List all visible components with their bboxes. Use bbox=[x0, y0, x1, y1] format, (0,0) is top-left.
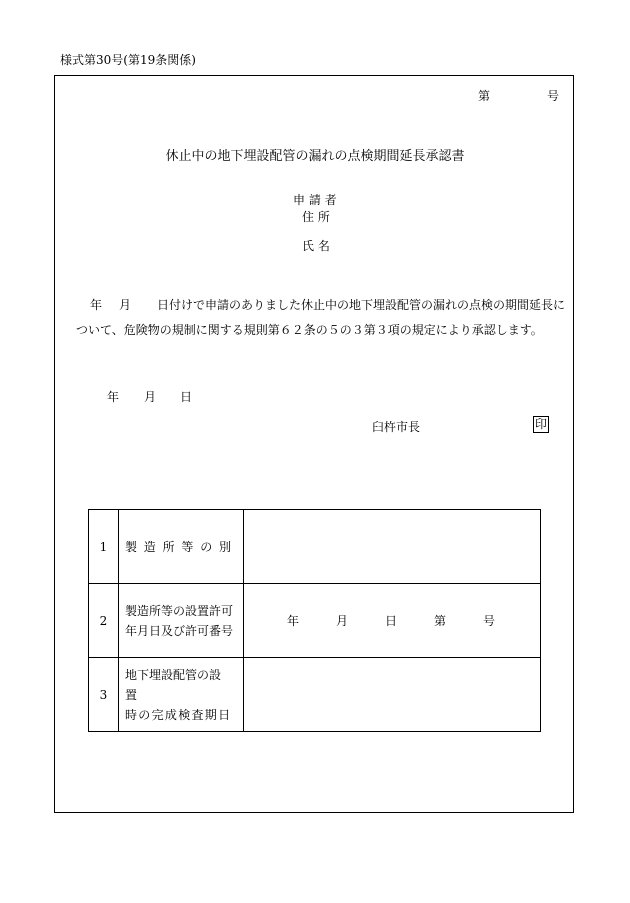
permit-no-suffix: 号 bbox=[482, 614, 495, 628]
row-number: 3 bbox=[89, 658, 119, 732]
row-number: 1 bbox=[89, 510, 119, 584]
body-month: 月 bbox=[119, 298, 132, 312]
date-year: 年 bbox=[107, 390, 120, 404]
label-char: の bbox=[200, 539, 213, 554]
row-label-line: 製造所等の設置許可 bbox=[125, 603, 234, 618]
body-line2: ついて、危険物の規制に関する規則第６２条の５の３第３項の規定により承認します。 bbox=[76, 323, 543, 337]
doc-number-suffix: 号 bbox=[547, 89, 560, 103]
label-char: 所 bbox=[162, 539, 175, 554]
label-char: 別 bbox=[218, 539, 231, 554]
row-number: 2 bbox=[89, 584, 119, 658]
date-month: 月 bbox=[144, 390, 157, 404]
label-char: 製 bbox=[125, 539, 138, 554]
permit-month: 月 bbox=[335, 614, 348, 628]
row-label bbox=[119, 510, 244, 584]
row-label-line: 時の完成検査期日 bbox=[125, 707, 232, 722]
info-table bbox=[88, 509, 541, 732]
table-row bbox=[89, 658, 541, 732]
body-line1: 日付けで申請のありました休止中の地下埋設配管の漏れの点検の期間延長に bbox=[157, 298, 566, 312]
row-value-field[interactable] bbox=[244, 658, 541, 732]
row-label-line: 地下埋設配管の設置 bbox=[125, 667, 222, 702]
label-char: 造 bbox=[143, 539, 156, 554]
row-label bbox=[119, 658, 244, 732]
permit-year: 年 bbox=[287, 614, 300, 628]
row-label bbox=[119, 584, 244, 658]
table-row bbox=[89, 510, 541, 584]
permit-day: 日 bbox=[384, 614, 397, 628]
date-day: 日 bbox=[180, 390, 193, 404]
applicant-heading: 申 請 者 bbox=[293, 193, 337, 207]
applicant-name-label: 氏 名 bbox=[302, 239, 330, 253]
body-year: 年 bbox=[90, 298, 103, 312]
document-title: 休止中の地下埋設配管の漏れの点検期間延長承認書 bbox=[165, 149, 465, 164]
permit-no-prefix: 第 bbox=[433, 614, 446, 628]
row-value-field[interactable] bbox=[244, 584, 541, 658]
row-label-line: 年月日及び許可番号 bbox=[125, 623, 234, 638]
table-row bbox=[89, 584, 541, 658]
row-value-field[interactable] bbox=[244, 510, 541, 584]
issuer-title: 臼杵市長 bbox=[372, 420, 421, 434]
form-number-label: 様式第30号(第19条関係) bbox=[60, 53, 196, 67]
doc-number-prefix: 第 bbox=[478, 89, 491, 103]
seal-mark: 印 bbox=[535, 417, 548, 431]
label-char: 等 bbox=[181, 539, 194, 554]
applicant-address-label: 住 所 bbox=[302, 210, 330, 224]
